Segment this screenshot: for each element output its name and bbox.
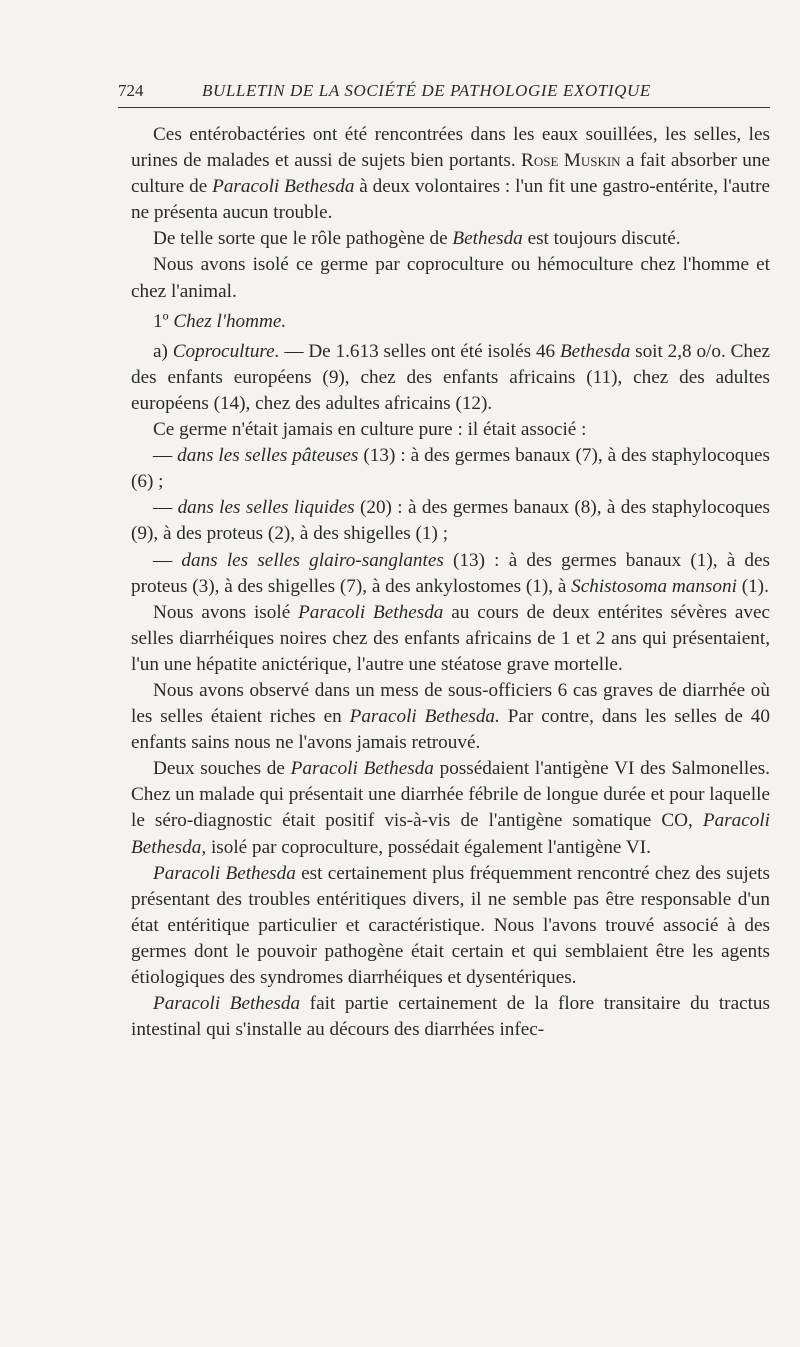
paragraph-9: Nous avons isolé Paracoli Bethesda au cours de deux entérites sévères avec selles diarrhéiques noires chez des enfants africains de 1 et 2 ans qui présentaient, l'un une hépatite anictérique, l'autre une stéatose grave mortelle. [131,601,770,675]
paragraph-5: Ce germe n'était jamais en culture pure : il était associé : [153,419,587,441]
paragraph-13: Paracoli Bethesda fait partie certainement de la flore transitaire du tractus intestinal qui s'installe au décours des diarrhées infec- [131,993,770,1041]
list-item-glairo-sanglantes: — dans les selles glairo-sanglantes (13) : à des germes banaux (1), à des proteus (3), à des shigelles (7), à des ankylostomes (1), à Schistosoma mansoni (1). [131,549,771,597]
page-number: 724 [118,81,144,100]
article-body [131,122,770,1043]
section-heading: 1º Chez l'homme. [153,310,287,332]
paragraph-3: Nous avons isolé ce germe par coproculture ou hémoculture chez l'homme et chez l'animal. [131,254,770,302]
journal-title: BULLETIN DE LA SOCIÉTÉ DE PATHOLOGIE EXOTIQUE [202,81,651,100]
list-item-pateuses: — dans les selles pâteuses (13) : à des germes banaux (7), à des staphylocoques (6) ; [131,445,770,493]
running-header [118,79,770,108]
paragraph-11: Deux souches de Paracoli Bethesda possédaient l'antigène VI des Salmonelles. Chez un malade qui présentait une diarrhée fébrile de longue durée et pour laquelle le séro-diagnostic était positif vis-à-vis de l'antigène somatique CO, Paracoli Bethesda, isolé par coproculture, possédait également l'antigène VI. [131,758,771,858]
author-name: Rose Muskin [521,150,621,172]
paragraph-4: a) Coproculture. — De 1.613 selles ont été isolés 46 Bethesda soit 2,8 o/o. Chez des enfants européens (9), chez des enfants africains (11), chez des adultes européens (14), chez des adultes africains (12). [131,340,770,414]
paragraph-2: De telle sorte que le rôle pathogène de Bethesda est toujours discuté. [153,228,681,250]
paragraph-1: Ces entérobactéries ont été rencontrées dans les eaux souillées, les selles, les urines de malades et aussi de sujets bien portants. Rose Muskin a fait absorber une culture de Paracoli Bethesda à deux volontaires : l'un fit une gastro-entérite, l'autre ne présenta aucun trouble. [131,124,770,224]
list-item-liquides: — dans les selles liquides (20) : à des germes banaux (8), à des staphylocoques (9), à des proteus (2), à des shigelles (1) ; [131,497,771,545]
paragraph-10: Nous avons observé dans un mess de sous-officiers 6 cas graves de diarrhée où les selles étaient riches en Paracoli Bethesda. Par contre, dans les selles de 40 enfants sains nous ne l'avons jamais retrouvé. [131,679,770,754]
paragraph-12: Paracoli Bethesda est certainement plus fréquemment rencontré chez des sujets présentant des troubles entéritiques divers, il ne semble pas être responsable d'un état entéritique particulier et caractéristique. Nous l'avons trouvé associé à des germes dont le pouvoir pathogène était certain et qui semblaient être les agents étiologiques des syndromes diarrhéiques et dysentériques. [131,862,770,988]
